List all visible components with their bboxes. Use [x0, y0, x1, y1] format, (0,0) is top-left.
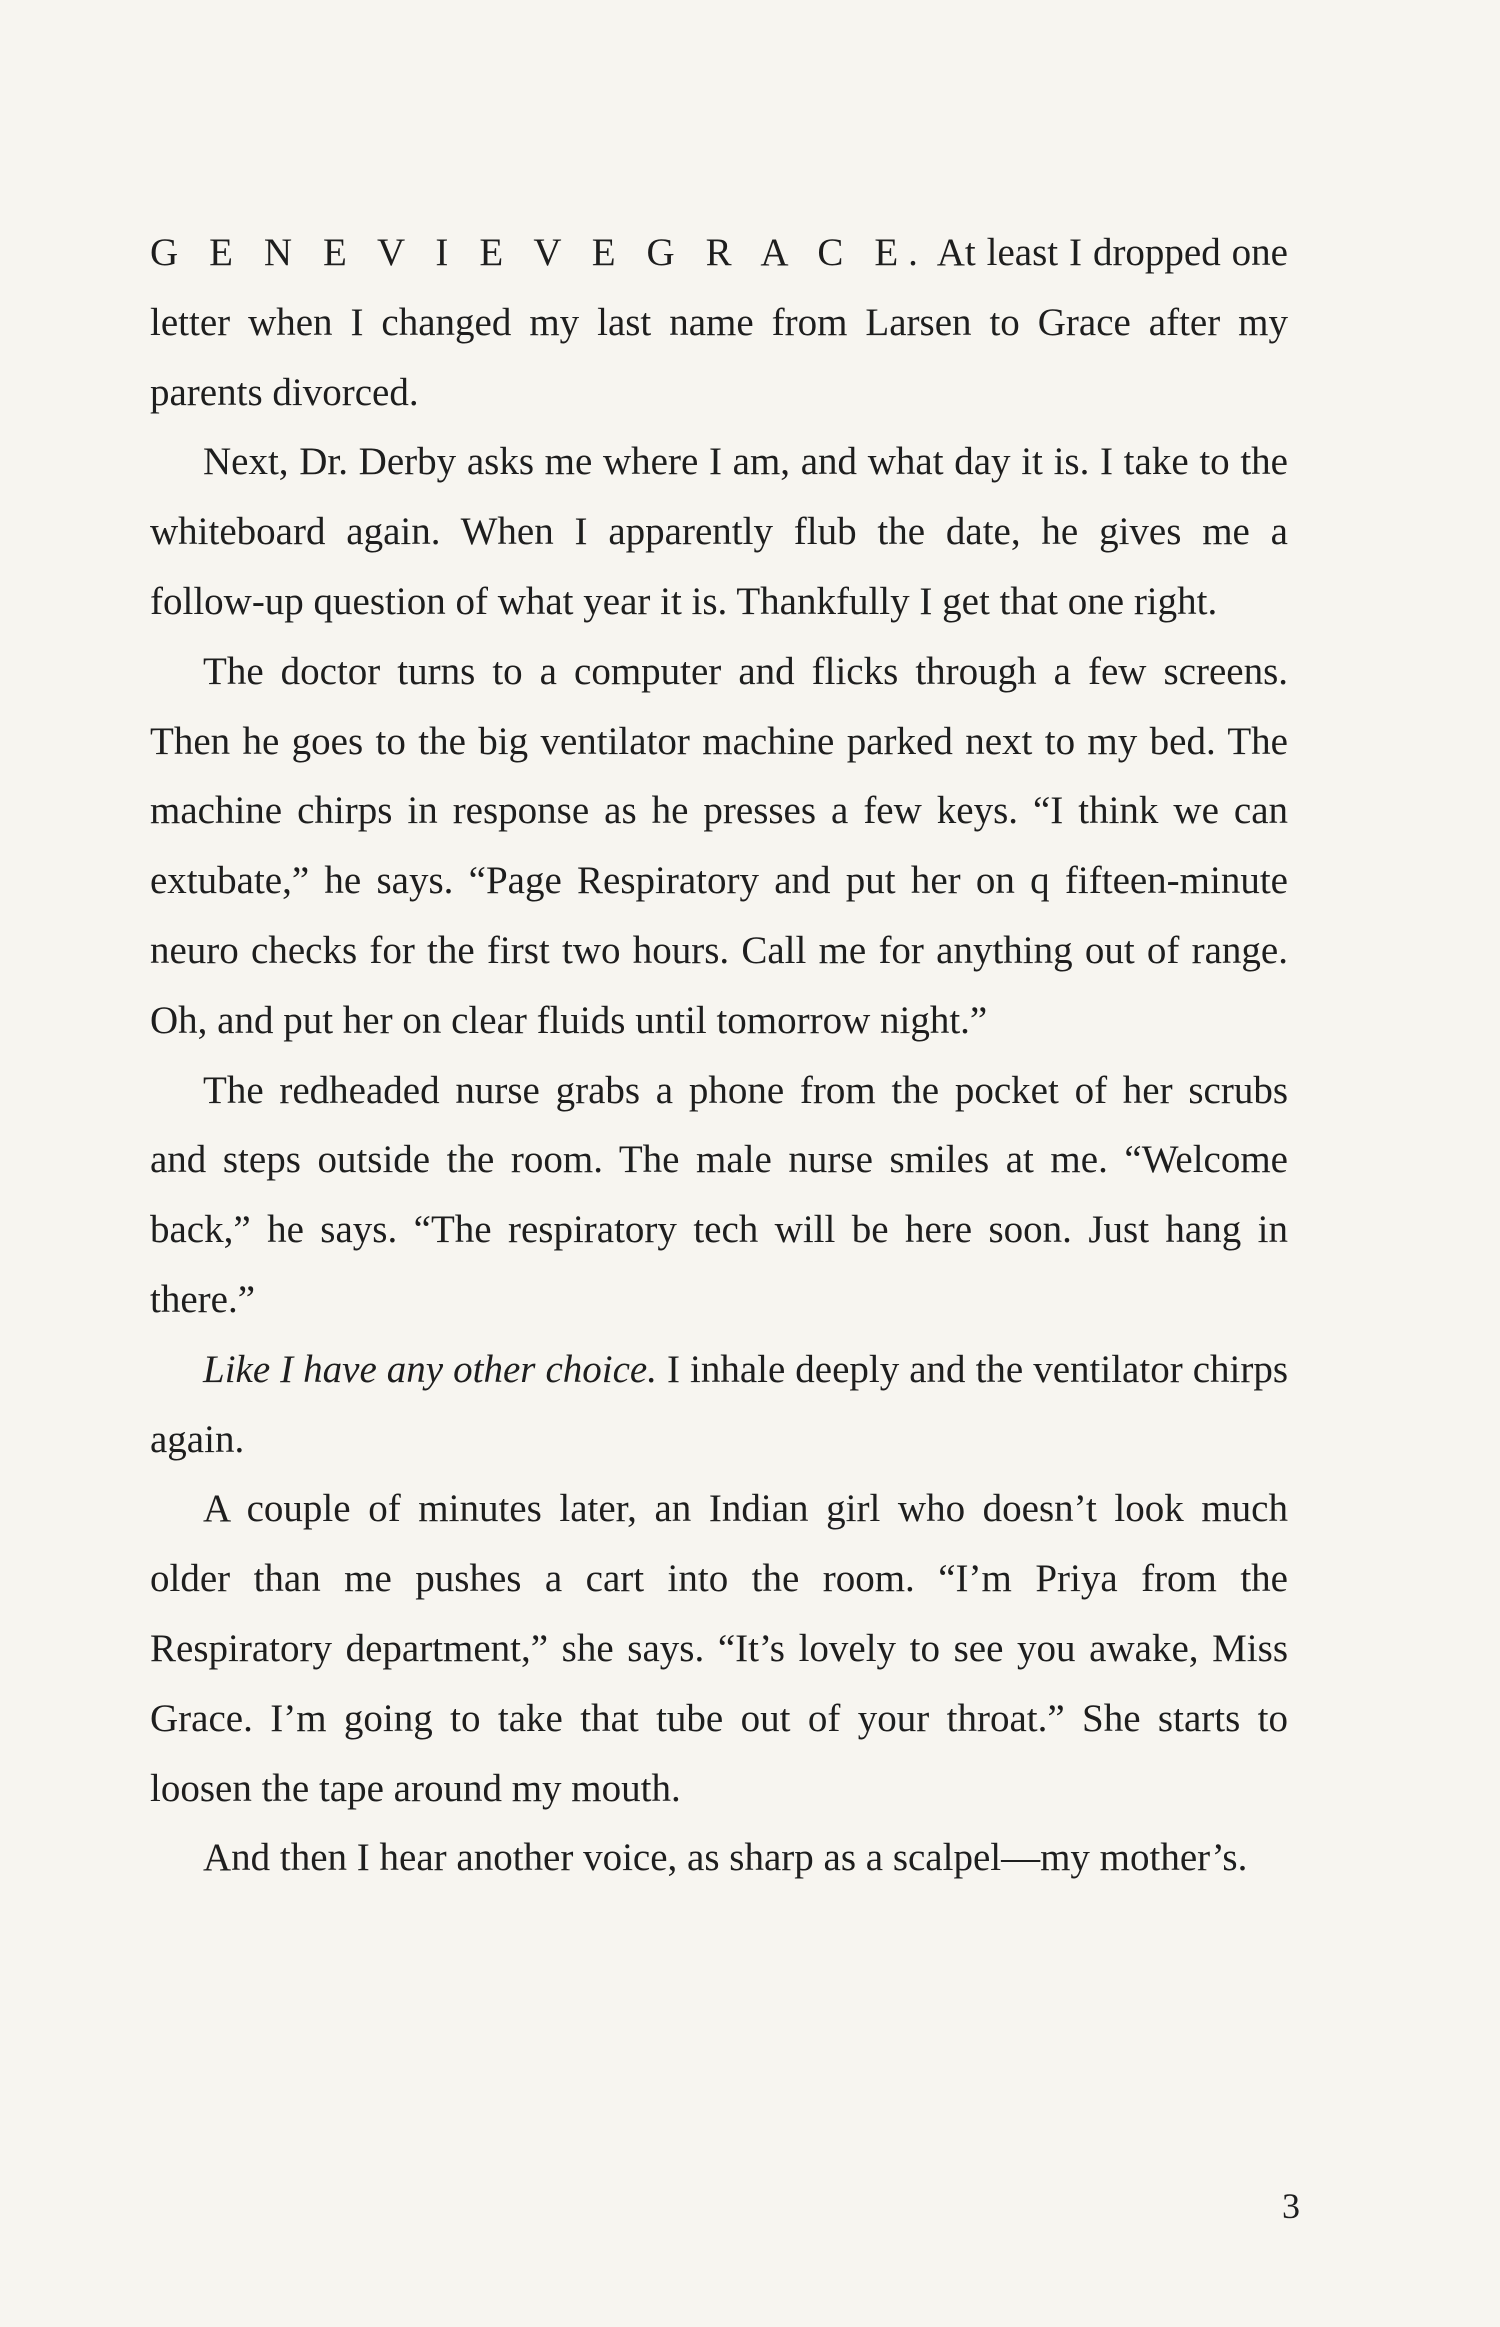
- spaced-name: G E N E V I E V E G R A C E.: [150, 231, 928, 274]
- paragraph-1: [150, 218, 1288, 427]
- paragraph-4: The redheaded nurse grabs a phone from the pocket of her scrubs and steps outside the room. The male nurse smiles at me. “Welcome back,” he says. “The respiratory tech will be here soon. Just hang in there.”: [150, 1068, 1288, 1321]
- paragraph-6: A couple of minutes later, an Indian girl who doesn’t look much older than me pushes a cart into the room. “I’m Priya from the Respiratory department,” she says. “It’s lovely to see you awake, Miss Grace. I’m going to take that tube out of your throat.” She starts to loosen the tape around my mouth.: [150, 1487, 1288, 1810]
- paragraph-3: The doctor turns to a computer and flicks through a few screens. Then he goes to the big ventilator machine parked next to my bed. The machine chirps in response as he presses a few keys. “I think we can extubate,” he says. “Page Respiratory and put her on q fifteen-minute neuro checks for the first two hours. Call me for anything out of range. Oh, and put her on clear fluids until tomorrow night.”: [150, 649, 1288, 1042]
- body-text: [150, 218, 1288, 1893]
- paragraph-5: [150, 1335, 1288, 1475]
- paragraph-2: Next, Dr. Derby asks me where I am, and what day it is. I take to the whiteboard again. When I apparently flub the date, he gives me a follow-up question of what year it is. Thankfully I get that one right.: [150, 440, 1288, 623]
- page-number: 3: [1282, 2186, 1300, 2226]
- italic-thought: Like I have any other choice.: [203, 1347, 657, 1391]
- paragraph-5-text: I inhale deeply and the ventilator chirps again.: [150, 1347, 1288, 1461]
- paragraph-1-text: At least I dropped one letter when I changed my last name from Larsen to Grace after my parents divorced.: [150, 231, 1288, 414]
- paragraph-7: And then I hear another voice, as sharp as a scalpel—my mother’s.: [203, 1836, 1248, 1880]
